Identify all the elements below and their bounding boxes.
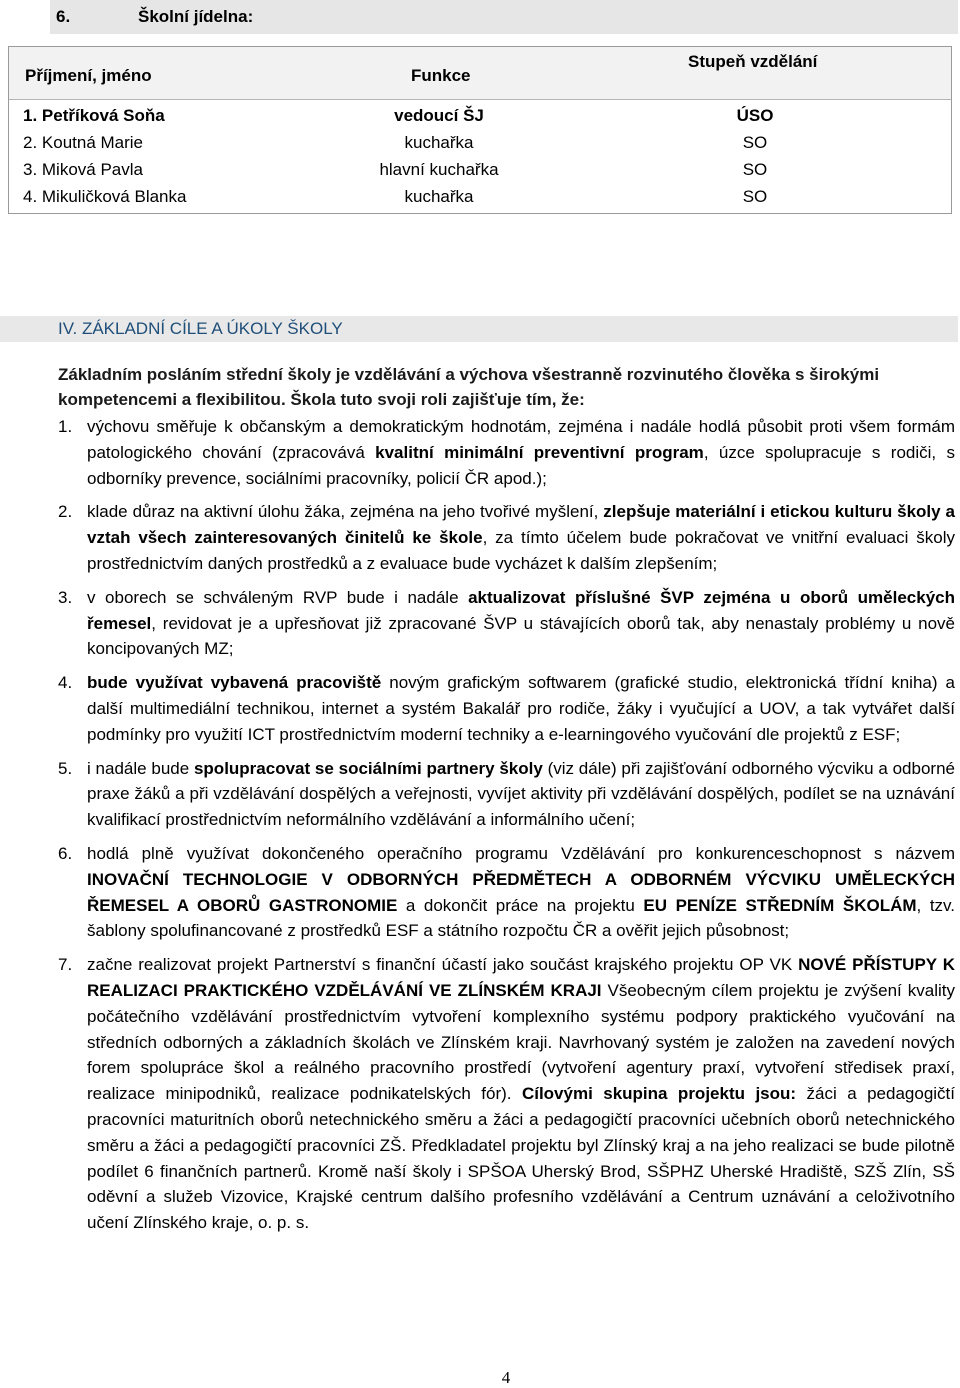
chapter-heading — [0, 316, 958, 342]
goal-item — [58, 952, 955, 1236]
goal-number: 3. — [58, 587, 73, 607]
chapter-title: IV. ZÁKLADNÍ CÍLE A ÚKOLY ŠKOLY — [58, 319, 343, 338]
staff-table — [8, 46, 952, 214]
goal-number: 1. — [58, 417, 73, 436]
cell-education: SO — [742, 160, 768, 179]
section-heading — [50, 0, 958, 34]
goal-number: 5. — [58, 758, 73, 778]
cell-function: kuchařka — [404, 133, 474, 152]
cell-function: vedoucí ŠJ — [394, 106, 484, 125]
goal-emphasis: aktualizovat příslušné ŠVP zejména u oborů uměleckých řemesel — [87, 587, 955, 633]
goal-emphasis: spolupracovat se sociálními partnery školy — [193, 758, 543, 778]
table-header — [9, 47, 951, 100]
goal-item — [58, 585, 955, 662]
goal-item — [58, 756, 955, 833]
cell-name: 2. Koutná Marie — [23, 133, 144, 152]
section-title: Školní jídelna: — [138, 7, 254, 26]
goal-text: novým grafickým softwarem (grafické studio, elektronická třídní kniha) a další multimediální technikou, internet a systém Bakalář pro rodiče, žáky i vyučující a UOV, a tak vytvářet další podmínky pro využití ICT prostřednictvím moderní techniky a e-learningového vyučování dle projektů z ESF; — [87, 673, 955, 744]
goal-emphasis: Cílovými skupina projektu jsou: — [521, 1084, 797, 1104]
cell-function: kuchařka — [404, 187, 474, 206]
goal-text: v oborech se schváleným RVP bude i nadále — [87, 587, 469, 607]
goal-text: a dokončit práce na projektu — [397, 895, 644, 915]
goal-item — [58, 670, 955, 747]
cell-education: SO — [742, 187, 768, 206]
header-education: Stupeň vzdělání — [688, 52, 818, 71]
cell-name: 1. Petříková Soňa — [23, 106, 165, 125]
goal-emphasis: NOVÉ PŘÍSTUPY K REALIZACI PRAKTICKÉHO VZDĚLÁVÁNÍ VE ZLÍNSKÉM KRAJI — [87, 955, 955, 1000]
goal-emphasis: bude využívat vybavená pracoviště — [87, 673, 382, 693]
page-number: 4 — [501, 1368, 511, 1387]
goal-emphasis: zlepšuje materiální i etickou kulturu školy a vztah všech zainteresovaných činitelů ke škole — [87, 502, 955, 548]
header-function: Funkce — [411, 66, 471, 85]
goal-text: i nadále bude — [87, 758, 194, 778]
goals-list — [58, 414, 955, 1244]
goal-text: Všeobecným cílem projektu je zvýšení kvality počátečního vzdělávání prostřednictvím vytvoření komplexního systému podpory praktického vyučování na středních odborných a základních školách ve Zlínském kraji. Navrhovaný systém je založen na zavedení nových forem spolupráce škol a reálného pracovního prostředí (vytvoření agentury praxí, vytvoření středisek praxí, realizace minipodniků, realizace podnikatelských fór). — [87, 980, 955, 1104]
goal-text: klade důraz na aktivní úlohu žáka, zejména na jeho tvořivé myšlení, — [87, 502, 604, 522]
cell-name: 3. Miková Pavla — [23, 160, 143, 179]
header-name: Příjmení, jméno — [25, 66, 152, 85]
goal-text: žáci a pedagogičtí pracovníci maturitních oborů netechnického směru a žáci a pedagogičtí pracovníci učebních oborů netechnického směru a žáci a pedagogičtí pracovníci ZŠ. Předkladatel projektu byl Zlínský kraj a na jeho realizaci se bude pilotně podílet 6 finančních partnerů. Kromě naší školy i SPŠOA Uherský Brod, SŠPHZ Uherské Hradiště, SZŠ Zlín, SŠ oděvní a služeb Vizovice, Krajské centrum dalšího profesního vzdělávání a Centrum uznávání a celoživotního učení Zlínského kraje, o. p. s. — [87, 1084, 956, 1233]
goal-emphasis: EU PENÍZE STŘEDNÍM ŠKOLÁM — [643, 895, 917, 915]
goal-text: hodlá plně využívat dokončeného operačního programu Vzdělávání pro konkurenceschopnost s názvem — [87, 843, 955, 863]
goal-item — [58, 414, 955, 491]
goal-text: výchovu směřuje k občanským a demokratickým hodnotám, zejména i nadále hodlá působit proti všem formám patologického chování (zpracovává — [87, 417, 955, 462]
cell-name: 4. Mikuličková Blanka — [23, 187, 187, 206]
goal-emphasis: INOVAČNÍ TECHNOLOGIE V ODBORNÝCH PŘEDMĚTECH A ODBORNÉM VÝCVIKU UMĚLECKÝCH ŘEMESEL A OBORŮ GASTRONOMIE — [87, 869, 955, 915]
goal-text: , revidovat je a upřesňovat již zpracované ŠVP u stávajících oborů tak, aby nenastaly problémy u nově koncipovaných MZ; — [87, 613, 955, 659]
goal-number: 2. — [58, 502, 73, 522]
goal-text: (viz dále) při zajišťování odborného výcviku a odborné praxe žáků a při vzdělávání dospělých a veřejnosti, vyvíjet aktivity při vzdělávání dospělých, podílet se na uznávání kvalifikací prostřednictvím neformálního vzdělávání a informálního učení; — [87, 758, 955, 830]
goal-number: 4. — [58, 673, 73, 693]
goal-item — [58, 499, 955, 576]
table-row — [9, 129, 951, 156]
table-row — [9, 156, 951, 183]
cell-education: SO — [742, 133, 768, 152]
table-row — [9, 183, 951, 210]
goal-text: začne realizovat projekt Partnerství s finanční účastí jako součást krajského projektu OP VK — [87, 955, 799, 975]
goal-text: , úzce spolupracuje s rodiči, s odborníky prevence, sociálními pracovníky, policií ČR apod.); — [87, 442, 955, 488]
goal-emphasis: kvalitní minimální preventivní program — [375, 442, 704, 462]
table-row — [9, 102, 951, 129]
intro-paragraph: Základním posláním střední školy je vzdělávání a výchova všestranně rozvinutého člověka s širokými kompetencemi a flexibilitou. Škola tuto svoji roli zajišťuje tím, že: — [58, 365, 880, 409]
section-number: 6. — [56, 7, 71, 26]
cell-function: hlavní kuchařka — [379, 160, 499, 179]
goal-item — [58, 841, 955, 944]
goal-number: 7. — [58, 955, 73, 975]
goal-text: , tzv. šablony spolufinancované z prostředků ESF a státního rozpočtu ČR a ověřit jejich působnost; — [87, 895, 956, 941]
cell-education: ÚSO — [736, 106, 774, 125]
goal-text: , za tímto účelem bude pokračovat ve vnitřní evaluaci školy prostřednictvím daných prostředků a z evaluace bude vycházet k dalším zlepšením; — [87, 528, 955, 573]
goal-number: 6. — [58, 843, 73, 863]
